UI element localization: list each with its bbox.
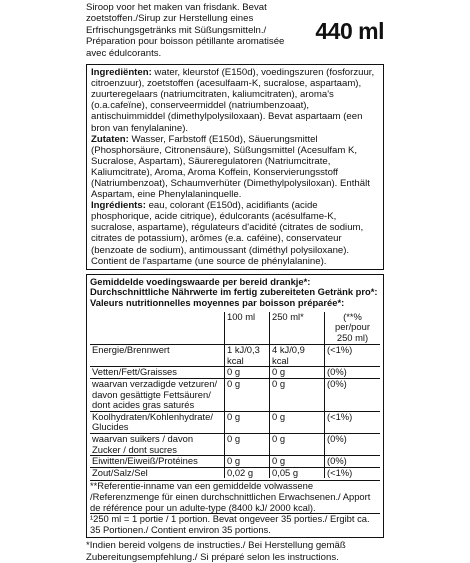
value-100ml: 0 g <box>225 379 270 412</box>
column-100ml: 100 ml <box>225 312 270 345</box>
nutrition-footnotes <box>90 480 380 535</box>
product-label <box>86 2 384 563</box>
value-ri: (0%) <box>325 456 381 468</box>
ingredients-de-text: Wasser, Farbstoff (E150d), Säuerungsmittel (Phosphorsäure, Citronensäure), Süßungsmittel (Acesulfam K, Sucralose, Aspartam), Säureregulatoren (Natriumcitrate, Kaliumcitrate), Aroma, Aroma Koffein, Konservierungsstoff (Natriumbenzoat), Schaumverhüter (Dimethylpolysiloxan). Enthält Aspartam, eine Phenylalaninquelle. <box>91 133 370 201</box>
ingredients-de <box>91 134 379 201</box>
value-ri: (<1%) <box>325 345 381 367</box>
label-header <box>86 2 384 59</box>
product-description: Siroop voor het maken van frisdank. Bevat zoetstoffen./Sirup zur Herstellung eines Erfrischungsgetränks mit Süßungsmitteln./ Préparation pour boisson pétillante aromatisée avec édulcorants. <box>86 2 285 59</box>
value-ri: (0%) <box>325 367 381 379</box>
column-250ml: 250 ml* <box>270 312 325 345</box>
value-ri: (<1%) <box>325 411 381 433</box>
value-ri: (<1%) <box>325 467 381 478</box>
table-row <box>90 456 380 468</box>
column-reference-intake: (**% per/pour 250 ml) <box>325 312 381 345</box>
nutrition-table <box>90 312 380 479</box>
nutrient-label: Koolhydraten/Kohlenhydrate/ Glucides <box>92 410 213 433</box>
ingredients-fr-title: Ingrédients: <box>91 200 146 212</box>
value-100ml: 1 kJ/0,3 kcal <box>225 345 270 367</box>
value-100ml: 0 g <box>225 456 270 468</box>
table-row <box>90 467 380 478</box>
value-250ml: 0 g <box>270 434 325 456</box>
footnote-reference-intake: **Referentie-inname van een gemiddelde volwassene /Referenzmenge für einen durchschnittlichen Erwachsenen./ Apport de référence pour un adulte-type (8400 kJ/ 2000 kcal). <box>90 480 371 513</box>
nutrient-label: Vetten/Fett/Graisses <box>92 366 177 378</box>
value-ri: (0%) <box>325 434 381 456</box>
value-100ml: 0 g <box>225 411 270 433</box>
table-row <box>90 411 380 433</box>
ingredients-nl-text: water, kleurstof (E150d), voedingszuren (fosforzuur, citroenzuur), zoetstoffen (acesulfaam-K, sucralose, aspartaam), zuurteregelaars (natriumcitraten, kaliumcitraten), aroma's (o.a.cafeïne), conserveermiddel (natriumbenzoaat), antischuimmiddel (dimethylpolysiloxaan). Bevat aspartaam (een bron van fenylalanine). <box>91 67 375 134</box>
value-250ml: 0 g <box>270 456 325 468</box>
value-250ml: 0 g <box>270 379 325 412</box>
ingredients-fr-text: eau, colorant (E150d), acidifiants (acide phosphorique, acide citrique), édulcorants (acésulfame-K, sucralose, aspartame), régulateurs d'acidité (citrates de sodium, citrates de potassium), arômes (e.a. caféine), conservateur (benzoate de sodium), antimoussant (diméthyl polysiloxane). Contient de l'aspartame (une source de phénylalanine). <box>91 200 364 267</box>
value-250ml: 4 kJ/0,9 kcal <box>270 345 325 367</box>
nutrition-title <box>90 277 380 309</box>
preparation-note: *Indien bereid volgens de instructies./ Bei Herstellung gemäß Zubereitungsempfehlung./ Si préparé selon les instructions. <box>86 540 346 563</box>
nutrient-label: Energie/Brennwert <box>92 344 170 356</box>
value-250ml: 0 g <box>270 411 325 433</box>
nutrition-title-de: Durchschnittliche Nährwerte im fertig zubereiteten Getränk pro*: <box>90 286 378 298</box>
table-row <box>90 367 380 379</box>
ingredients-de-title: Zutaten: <box>91 133 129 145</box>
nutrient-label: Zout/Salz/Sel <box>92 466 148 478</box>
nutrition-box <box>86 274 384 539</box>
ingredients-fr <box>91 200 379 267</box>
value-250ml: 0,05 g <box>270 467 325 478</box>
nutrient-label: Eiwitten/Eiweiß/Protéines <box>92 455 198 467</box>
table-row <box>90 434 380 456</box>
ingredients-box <box>86 64 384 270</box>
volume-mark: 440 ml <box>315 18 384 44</box>
value-100ml: 0,02 g <box>225 467 270 478</box>
table-row <box>90 379 380 412</box>
value-ri: (0%) <box>325 379 381 412</box>
value-100ml: 0 g <box>225 367 270 379</box>
nutrition-title-nl: Gemiddelde voedingswaarde per bereid drankje*: <box>90 275 311 287</box>
footnote-portions: ¹250 ml = 1 portie / 1 portion. Bevat ongeveer 35 porties./ Ergibt ca. 35 Portionen./ Contient environ 35 portions. <box>90 513 380 535</box>
table-row <box>90 345 380 367</box>
nutrition-header-row <box>90 312 380 345</box>
value-250ml: 0 g <box>270 367 325 379</box>
ingredients-nl-title: Ingrediënten: <box>91 67 152 79</box>
ingredients-nl <box>91 67 379 134</box>
nutrient-label: waarvan verzadigde vetzuren/ davon gesättigte Fettsäuren/ dont acides gras saturés <box>92 378 218 411</box>
value-100ml: 0 g <box>225 434 270 456</box>
nutrition-title-fr: Valeurs nutritionnelles moyennes par boisson préparée*: <box>90 296 345 308</box>
nutrient-label: waarvan suikers / davon Zucker / dont sucres <box>92 433 194 455</box>
